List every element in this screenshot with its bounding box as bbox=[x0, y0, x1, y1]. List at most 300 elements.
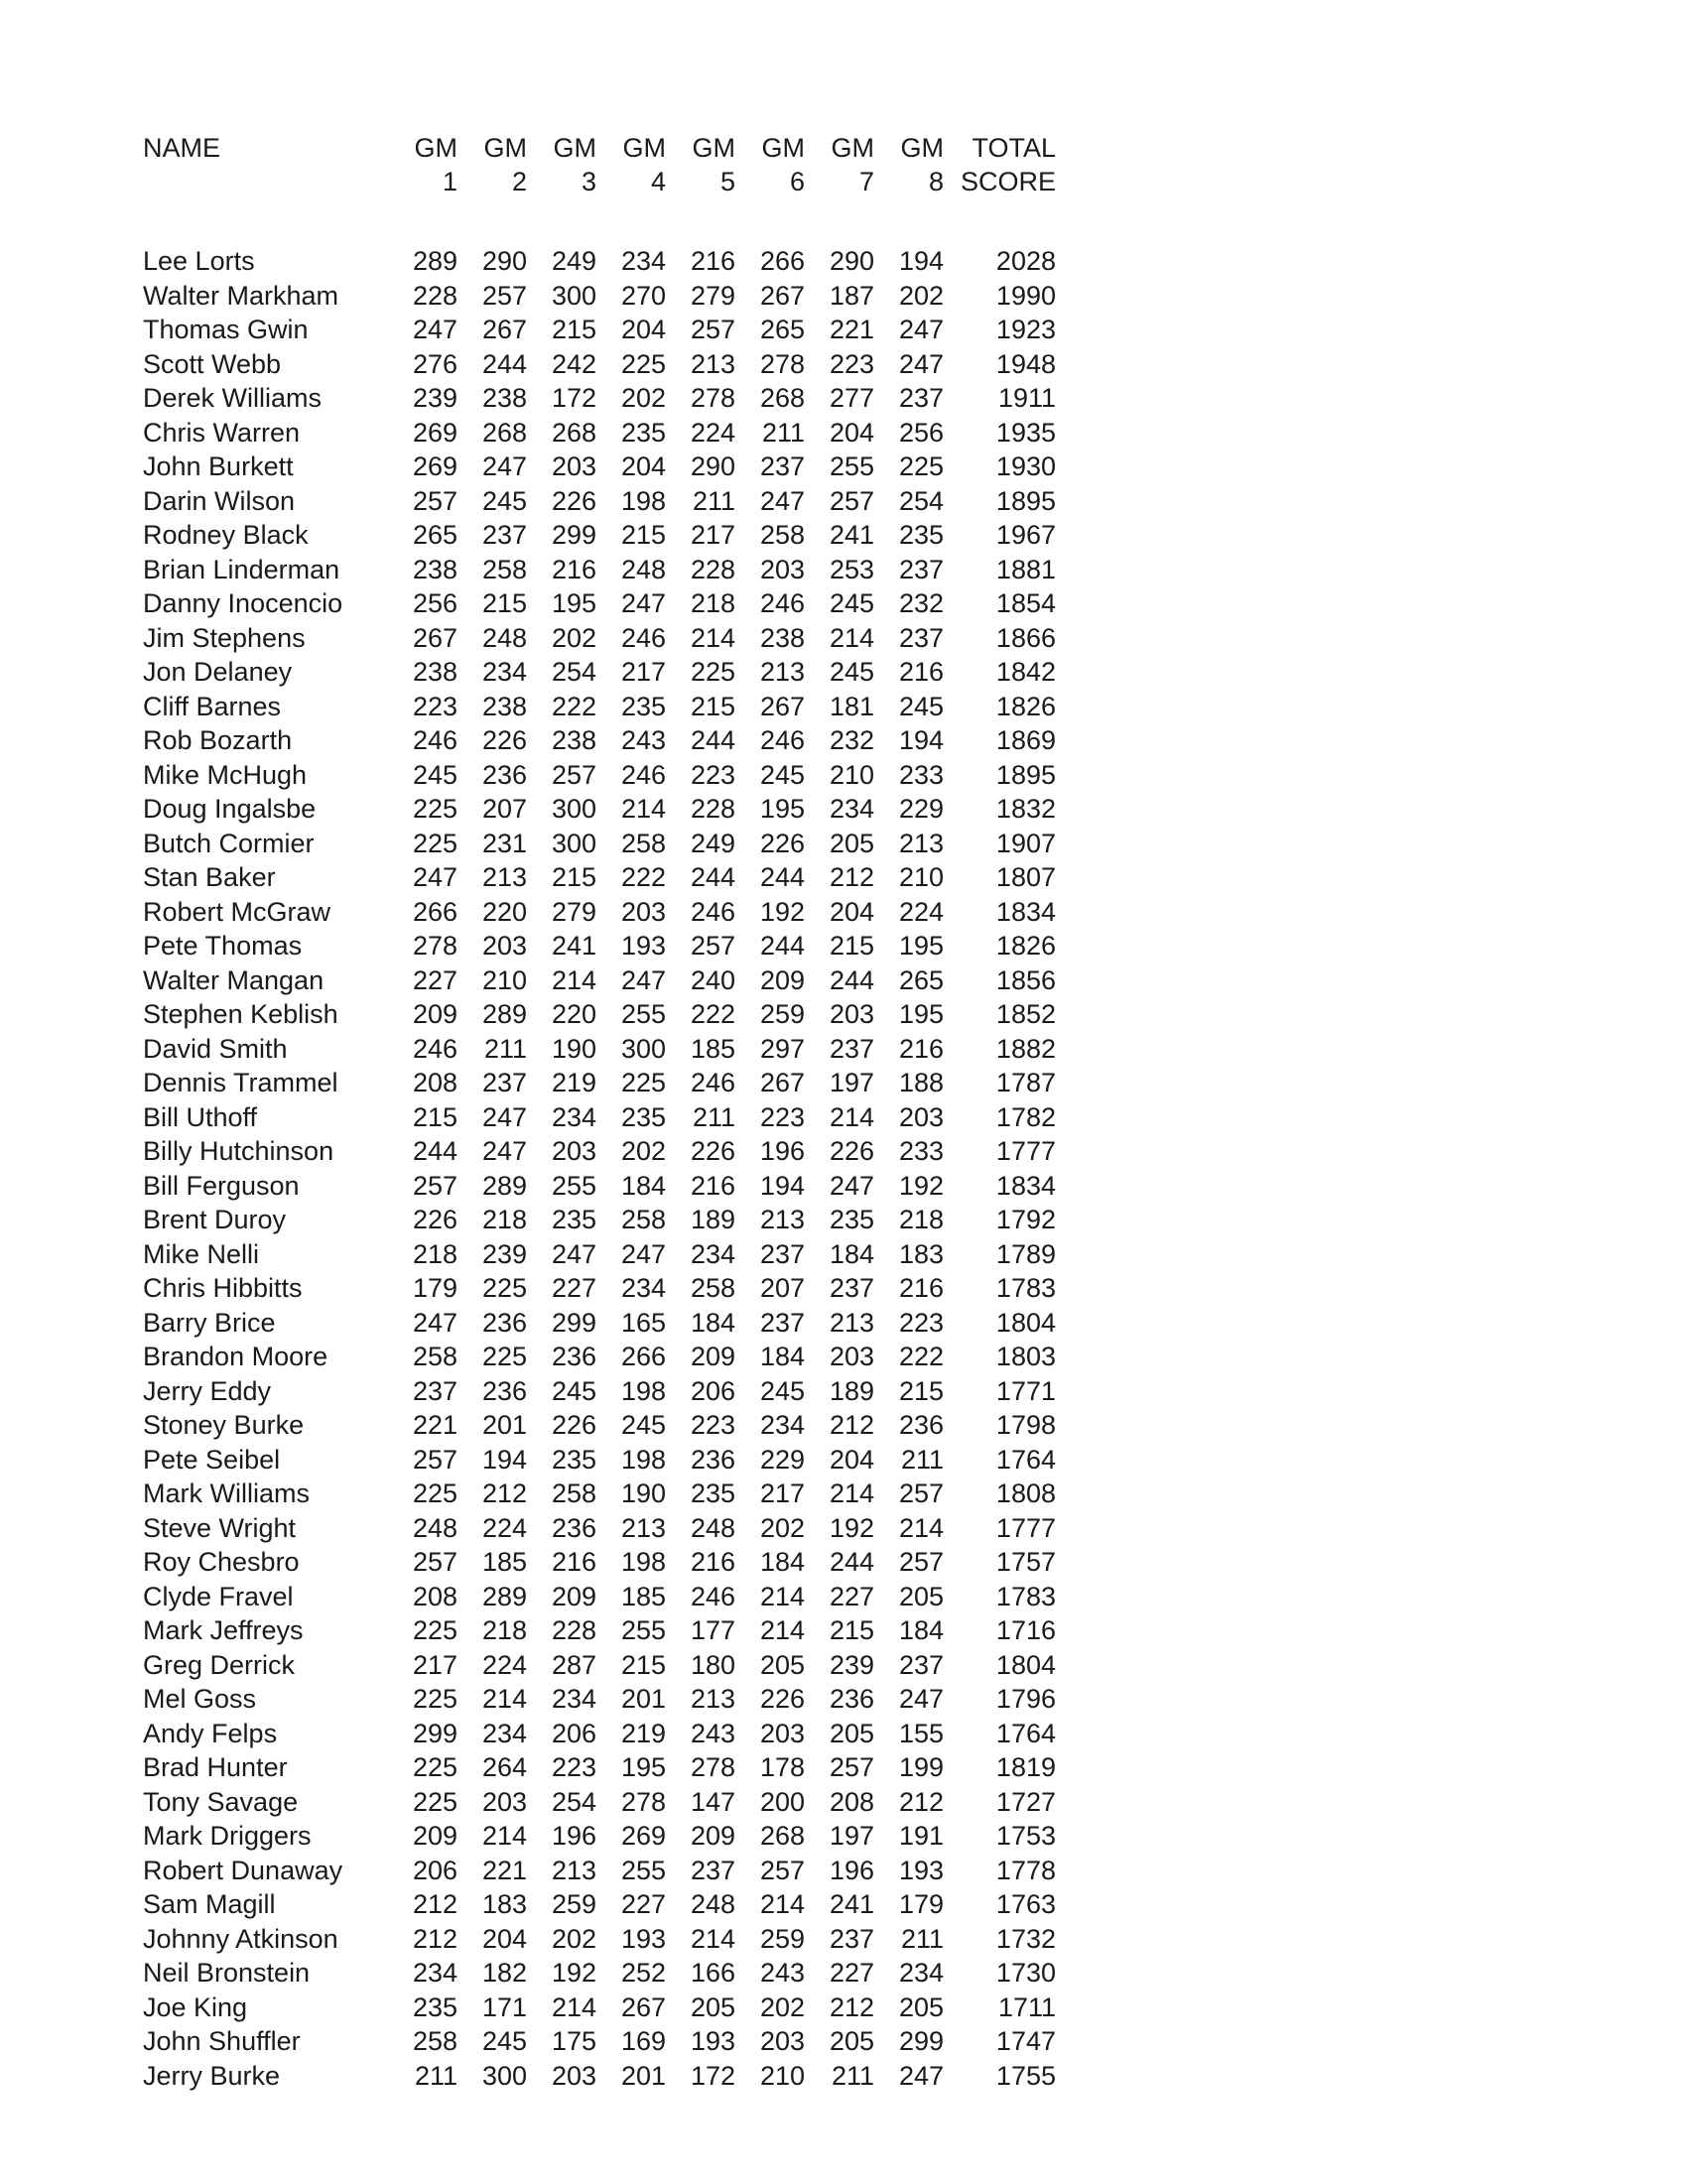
game-8-score: 195 bbox=[898, 931, 944, 961]
game-5-score: 244 bbox=[690, 725, 735, 755]
table-row bbox=[143, 1819, 1056, 1854]
bowler-name: Mel Goss bbox=[143, 1684, 257, 1714]
game-7-score: 245 bbox=[829, 588, 874, 618]
total-score: 1764 bbox=[995, 1444, 1056, 1475]
game-3-header: GM bbox=[553, 133, 596, 163]
game-5-score: 258 bbox=[690, 1273, 735, 1303]
game-3-score: 247 bbox=[551, 1238, 596, 1269]
total-score: 1935 bbox=[995, 417, 1056, 448]
game-1-score: 225 bbox=[412, 1684, 457, 1714]
game-2-score: 214 bbox=[481, 1684, 527, 1714]
bowler-name: Steve Wright bbox=[143, 1512, 297, 1543]
game-1-score: 225 bbox=[412, 1786, 457, 1817]
game-8-score: 192 bbox=[898, 1170, 944, 1201]
game-8-score: 184 bbox=[898, 1615, 944, 1645]
scores-table bbox=[143, 131, 1056, 2093]
game-6-score: 237 bbox=[759, 451, 805, 481]
table-row bbox=[143, 792, 1056, 827]
game-1-score: 276 bbox=[412, 348, 457, 379]
game-6-number: 6 bbox=[789, 167, 805, 196]
game-5-score: 278 bbox=[690, 1752, 735, 1782]
game-4-score: 204 bbox=[620, 451, 666, 481]
game-2-score: 183 bbox=[481, 1889, 527, 1919]
game-1-score: 218 bbox=[412, 1238, 457, 1269]
game-7-score: 205 bbox=[829, 1718, 874, 1748]
game-5-number: 5 bbox=[719, 167, 735, 196]
game-8-score: 194 bbox=[898, 725, 944, 755]
game-4-score: 246 bbox=[620, 759, 666, 790]
game-1-score: 246 bbox=[412, 1033, 457, 1064]
game-7-score: 205 bbox=[829, 2026, 874, 2056]
game-2-score: 194 bbox=[481, 1444, 527, 1475]
game-7-score: 255 bbox=[829, 451, 874, 481]
game-6-score: 259 bbox=[759, 1923, 805, 1954]
bowler-name: Mark Driggers bbox=[143, 1821, 312, 1851]
game-4-score: 198 bbox=[620, 1375, 666, 1406]
game-1-header: GM bbox=[414, 133, 457, 163]
game-3-score: 226 bbox=[551, 1410, 596, 1440]
game-3-score: 255 bbox=[551, 1170, 596, 1201]
game-2-number: 2 bbox=[511, 167, 527, 196]
game-7-score: 184 bbox=[829, 1238, 874, 1269]
game-5-score: 249 bbox=[690, 828, 735, 858]
game-4-score: 258 bbox=[620, 1205, 666, 1234]
game-8-score: 202 bbox=[898, 280, 944, 311]
game-8-score: 247 bbox=[898, 315, 944, 344]
table-row bbox=[143, 1374, 1056, 1409]
game-1-score: 269 bbox=[412, 451, 457, 481]
game-7-score: 244 bbox=[829, 964, 874, 995]
game-7-score: 204 bbox=[829, 896, 874, 927]
table-row bbox=[143, 1991, 1056, 2025]
table-row bbox=[143, 1682, 1056, 1717]
table-row bbox=[143, 827, 1056, 861]
bowler-name: Thomas Gwin bbox=[143, 315, 309, 344]
game-4-score: 215 bbox=[620, 1649, 666, 1680]
game-1-score: 248 bbox=[412, 1512, 457, 1543]
game-5-score: 278 bbox=[690, 383, 735, 413]
game-1-score: 266 bbox=[412, 896, 457, 927]
game-4-score: 235 bbox=[620, 1101, 666, 1132]
game-2-score: 289 bbox=[481, 1170, 527, 1201]
game-4-score: 235 bbox=[620, 691, 666, 721]
table-row bbox=[143, 1785, 1056, 1820]
table-row bbox=[143, 586, 1056, 621]
table-row bbox=[143, 1477, 1056, 1511]
game-4-score: 234 bbox=[620, 246, 666, 276]
game-6-score: 205 bbox=[759, 1649, 805, 1680]
game-5-score: 214 bbox=[690, 622, 735, 653]
game-2-score: 225 bbox=[481, 1342, 527, 1371]
total-score: 1753 bbox=[995, 1821, 1056, 1851]
total-score: 1804 bbox=[995, 1649, 1056, 1680]
table-row bbox=[143, 1169, 1056, 1204]
game-7-score: 212 bbox=[829, 1410, 874, 1440]
game-6-score: 257 bbox=[759, 1855, 805, 1885]
game-2-score: 224 bbox=[481, 1649, 527, 1680]
game-6-score: 267 bbox=[759, 280, 805, 311]
game-7-score: 257 bbox=[829, 485, 874, 516]
game-5-score: 240 bbox=[690, 964, 735, 995]
table-row bbox=[143, 860, 1056, 895]
game-1-score: 244 bbox=[412, 1136, 457, 1166]
game-6-score: 238 bbox=[759, 622, 805, 653]
game-1-number: 1 bbox=[442, 167, 457, 196]
game-3-score: 228 bbox=[551, 1615, 596, 1645]
game-6-score: 217 bbox=[759, 1478, 805, 1508]
game-6-score: 243 bbox=[759, 1958, 805, 1988]
game-7-score: 214 bbox=[829, 1478, 874, 1508]
bowler-name: Walter Markham bbox=[143, 280, 339, 311]
game-1-score: 267 bbox=[412, 622, 457, 653]
game-8-score: 215 bbox=[898, 1375, 944, 1406]
game-8-score: 193 bbox=[898, 1855, 944, 1885]
game-6-score: 244 bbox=[759, 862, 805, 892]
game-1-score: 278 bbox=[412, 931, 457, 961]
game-4-score: 234 bbox=[620, 1273, 666, 1303]
total-score: 1832 bbox=[995, 794, 1056, 824]
bowler-name: Derek Williams bbox=[143, 383, 323, 413]
table-row bbox=[143, 1340, 1056, 1374]
game-8-score: 194 bbox=[898, 246, 944, 276]
game-5-score: 193 bbox=[690, 2026, 735, 2056]
game-2-score: 247 bbox=[481, 1136, 527, 1166]
game-6-score: 297 bbox=[759, 1033, 805, 1064]
game-1-score: 247 bbox=[412, 315, 457, 344]
game-1-score: 238 bbox=[412, 657, 457, 687]
game-7-score: 214 bbox=[829, 1101, 874, 1132]
total-score: 1930 bbox=[995, 451, 1056, 481]
game-2-score: 204 bbox=[481, 1923, 527, 1954]
game-7-score: 208 bbox=[829, 1786, 874, 1817]
game-7-score: 244 bbox=[829, 1547, 874, 1577]
game-3-score: 238 bbox=[551, 725, 596, 755]
game-2-score: 171 bbox=[481, 1991, 527, 2022]
game-4-score: 235 bbox=[620, 417, 666, 448]
game-8-score: 247 bbox=[898, 1684, 944, 1714]
total-score: 1764 bbox=[995, 1718, 1056, 1748]
game-2-score: 210 bbox=[481, 964, 527, 995]
game-4-score: 169 bbox=[620, 2026, 666, 2056]
game-5-score: 246 bbox=[690, 1068, 735, 1097]
game-7-score: 189 bbox=[829, 1375, 874, 1406]
game-2-score: 234 bbox=[481, 1718, 527, 1748]
game-5-score: 166 bbox=[690, 1958, 735, 1988]
game-7-score: 245 bbox=[829, 657, 874, 687]
bowler-name: Mark Jeffreys bbox=[143, 1615, 304, 1645]
total-score: 1730 bbox=[995, 1958, 1056, 1988]
game-5-score: 185 bbox=[690, 1033, 735, 1064]
game-5-score: 215 bbox=[690, 691, 735, 721]
game-4-score: 267 bbox=[620, 1991, 666, 2022]
game-6-score: 223 bbox=[759, 1101, 805, 1132]
bowler-name: Andy Felps bbox=[143, 1718, 278, 1748]
table-row bbox=[143, 484, 1056, 519]
game-3-score: 236 bbox=[551, 1512, 596, 1543]
game-5-score: 209 bbox=[690, 1821, 735, 1851]
game-6-score: 213 bbox=[759, 657, 805, 687]
game-2-score: 218 bbox=[481, 1615, 527, 1645]
game-2-score: 264 bbox=[481, 1752, 527, 1782]
game-5-score: 244 bbox=[690, 862, 735, 892]
game-5-score: 177 bbox=[690, 1615, 735, 1645]
game-8-score: 247 bbox=[898, 2060, 944, 2091]
game-3-score: 235 bbox=[551, 1205, 596, 1234]
game-5-score: 225 bbox=[690, 657, 735, 687]
game-3-score: 209 bbox=[551, 1581, 596, 1611]
game-4-score: 217 bbox=[620, 657, 666, 687]
game-4-score: 255 bbox=[620, 999, 666, 1029]
game-4-score: 247 bbox=[620, 1238, 666, 1269]
game-5-score: 213 bbox=[690, 1684, 735, 1714]
total-score: 1923 bbox=[995, 315, 1056, 344]
table-row bbox=[143, 553, 1056, 587]
game-8-score: 195 bbox=[898, 999, 944, 1029]
bowler-name: Bill Ferguson bbox=[143, 1170, 300, 1201]
game-3-score: 223 bbox=[551, 1752, 596, 1782]
name-header-blank bbox=[143, 165, 388, 198]
bowler-name: Brent Duroy bbox=[143, 1205, 287, 1234]
game-4-score: 203 bbox=[620, 896, 666, 927]
total-score: 1990 bbox=[995, 280, 1056, 311]
game-7-score: 212 bbox=[829, 1991, 874, 2022]
game-5-score: 243 bbox=[690, 1718, 735, 1748]
game-4-score: 258 bbox=[620, 828, 666, 858]
game-4-score: 227 bbox=[620, 1889, 666, 1919]
game-4-score: 278 bbox=[620, 1786, 666, 1817]
game-8-score: 256 bbox=[898, 417, 944, 448]
game-1-score: 247 bbox=[412, 1307, 457, 1338]
table-row bbox=[143, 1066, 1056, 1100]
game-7-score: 215 bbox=[829, 931, 874, 961]
game-7-number: 7 bbox=[858, 167, 874, 196]
game-3-score: 190 bbox=[551, 1033, 596, 1064]
game-3-score: 196 bbox=[551, 1821, 596, 1851]
game-8-score: 237 bbox=[898, 383, 944, 413]
total-score: 1882 bbox=[995, 1033, 1056, 1064]
game-6-score: 202 bbox=[759, 1991, 805, 2022]
game-3-score: 299 bbox=[551, 1307, 596, 1338]
game-2-score: 289 bbox=[481, 999, 527, 1029]
game-3-score: 213 bbox=[551, 1855, 596, 1885]
game-7-score: 204 bbox=[829, 1444, 874, 1475]
game-6-score: 245 bbox=[759, 1375, 805, 1406]
game-4-score: 198 bbox=[620, 485, 666, 516]
bowler-name: Roy Chesbro bbox=[143, 1547, 300, 1577]
game-8-score: 299 bbox=[898, 2026, 944, 2056]
game-3-number: 3 bbox=[581, 167, 596, 196]
total-score: 1808 bbox=[995, 1478, 1056, 1508]
total-score: 1852 bbox=[995, 999, 1056, 1029]
bowler-name: Mike McHugh bbox=[143, 759, 308, 790]
game-2-score: 268 bbox=[481, 417, 527, 448]
game-8-score: 216 bbox=[898, 657, 944, 687]
game-7-score: 237 bbox=[829, 1033, 874, 1064]
bowler-name: Bill Uthoff bbox=[143, 1101, 258, 1132]
game-3-score: 242 bbox=[551, 348, 596, 379]
bowler-name: Doug Ingalsbe bbox=[143, 794, 317, 824]
game-5-score: 257 bbox=[690, 315, 735, 344]
bowler-name: Robert Dunaway bbox=[143, 1855, 343, 1885]
game-1-score: 257 bbox=[412, 485, 457, 516]
game-7-score: 192 bbox=[829, 1512, 874, 1543]
table-row bbox=[143, 2024, 1056, 2059]
game-8-score: 222 bbox=[898, 1342, 944, 1371]
total-score: 1869 bbox=[995, 725, 1056, 755]
total-score: 1782 bbox=[995, 1101, 1056, 1132]
total-score: 1792 bbox=[995, 1205, 1056, 1234]
table-row bbox=[143, 416, 1056, 450]
game-6-score: 203 bbox=[759, 554, 805, 584]
game-5-score: 209 bbox=[690, 1342, 735, 1371]
game-4-score: 195 bbox=[620, 1752, 666, 1782]
game-6-score: 258 bbox=[759, 520, 805, 550]
game-1-score: 226 bbox=[412, 1205, 457, 1234]
game-7-score: 253 bbox=[829, 554, 874, 584]
game-3-score: 172 bbox=[551, 383, 596, 413]
game-3-score: 300 bbox=[551, 794, 596, 824]
game-8-score: 236 bbox=[898, 1410, 944, 1440]
game-2-score: 300 bbox=[481, 2060, 527, 2091]
game-5-score: 228 bbox=[690, 554, 735, 584]
game-3-score: 245 bbox=[551, 1375, 596, 1406]
game-4-score: 300 bbox=[620, 1033, 666, 1064]
game-3-score: 226 bbox=[551, 485, 596, 516]
game-3-score: 219 bbox=[551, 1068, 596, 1097]
game-3-score: 300 bbox=[551, 828, 596, 858]
table-row bbox=[143, 1648, 1056, 1683]
game-5-score: 180 bbox=[690, 1649, 735, 1680]
game-2-score: 221 bbox=[481, 1855, 527, 1885]
game-8-score: 216 bbox=[898, 1273, 944, 1303]
total-score: 1716 bbox=[995, 1615, 1056, 1645]
bowler-name: Danny Inocencio bbox=[143, 588, 343, 618]
bowler-name: Brian Linderman bbox=[143, 554, 340, 584]
game-2-score: 236 bbox=[481, 1307, 527, 1338]
game-3-score: 202 bbox=[551, 1923, 596, 1954]
table-row bbox=[143, 1545, 1056, 1580]
game-7-score: 181 bbox=[829, 691, 874, 721]
game-7-score: 277 bbox=[829, 383, 874, 413]
game-2-header: GM bbox=[483, 133, 527, 163]
game-7-score: 214 bbox=[829, 622, 874, 653]
game-3-score: 202 bbox=[551, 622, 596, 653]
total-score: 1804 bbox=[995, 1307, 1056, 1338]
table-header bbox=[143, 131, 1056, 244]
game-6-score: 246 bbox=[759, 725, 805, 755]
bowler-name: Butch Cormier bbox=[143, 828, 315, 858]
game-2-score: 214 bbox=[481, 1821, 527, 1851]
game-8-score: 229 bbox=[898, 794, 944, 824]
bowler-name: Walter Mangan bbox=[143, 964, 325, 995]
table-row bbox=[143, 518, 1056, 553]
game-3-score: 215 bbox=[551, 315, 596, 344]
total-score: 1771 bbox=[995, 1375, 1056, 1406]
total-score: 1783 bbox=[995, 1581, 1056, 1611]
game-1-score: 299 bbox=[412, 1718, 457, 1748]
game-2-score: 213 bbox=[481, 862, 527, 892]
table-row bbox=[143, 758, 1056, 793]
game-1-score: 247 bbox=[412, 862, 457, 892]
bowler-name: Dennis Trammel bbox=[143, 1068, 338, 1097]
game-4-score: 201 bbox=[620, 2060, 666, 2091]
game-6-score: 267 bbox=[759, 1068, 805, 1097]
total-score: 1881 bbox=[995, 554, 1056, 584]
game-4-score: 225 bbox=[620, 1068, 666, 1097]
game-1-score: 225 bbox=[412, 1478, 457, 1508]
game-1-score: 212 bbox=[412, 1923, 457, 1954]
game-7-score: 241 bbox=[829, 520, 874, 550]
game-1-score: 223 bbox=[412, 691, 457, 721]
game-8-score: 210 bbox=[898, 862, 944, 892]
total-score: 1948 bbox=[995, 348, 1056, 379]
game-8-number: 8 bbox=[928, 167, 944, 196]
table-row bbox=[143, 655, 1056, 690]
game-7-score: 205 bbox=[829, 828, 874, 858]
game-6-score: 247 bbox=[759, 485, 805, 516]
game-4-header: GM bbox=[622, 133, 666, 163]
game-2-score: 207 bbox=[481, 794, 527, 824]
total-score: 2028 bbox=[995, 246, 1056, 276]
game-8-score: 247 bbox=[898, 348, 944, 379]
game-8-score: 205 bbox=[898, 1581, 944, 1611]
game-3-score: 203 bbox=[551, 451, 596, 481]
table-row bbox=[143, 1750, 1056, 1785]
bowler-name: Pete Seibel bbox=[143, 1444, 281, 1475]
total-score: 1796 bbox=[995, 1684, 1056, 1714]
game-6-score: 207 bbox=[759, 1273, 805, 1303]
game-1-score: 206 bbox=[412, 1855, 457, 1885]
game-6-score: 265 bbox=[759, 315, 805, 344]
game-4-number: 4 bbox=[650, 167, 666, 196]
game-2-score: 225 bbox=[481, 1273, 527, 1303]
game-4-score: 252 bbox=[620, 1958, 666, 1988]
bowler-name: Mike Nelli bbox=[143, 1238, 260, 1269]
game-1-score: 225 bbox=[412, 794, 457, 824]
game-8-score: 225 bbox=[898, 451, 944, 481]
table-body bbox=[143, 244, 1056, 2093]
table-row bbox=[143, 895, 1056, 930]
game-8-score: 211 bbox=[900, 1444, 944, 1475]
game-6-score: 214 bbox=[759, 1889, 805, 1919]
bowler-name: Rob Bozarth bbox=[143, 725, 293, 755]
game-4-score: 202 bbox=[620, 1136, 666, 1166]
game-8-score: 234 bbox=[898, 1958, 944, 1988]
total-score-subheader: SCORE bbox=[960, 167, 1056, 196]
game-1-score: 257 bbox=[412, 1444, 457, 1475]
game-3-score: 287 bbox=[551, 1649, 596, 1680]
table-row bbox=[143, 1580, 1056, 1614]
game-5-score: 172 bbox=[690, 2060, 735, 2091]
game-1-score: 246 bbox=[412, 725, 457, 755]
game-5-score: 216 bbox=[690, 1547, 735, 1577]
game-4-score: 198 bbox=[620, 1444, 666, 1475]
game-3-score: 268 bbox=[551, 417, 596, 448]
game-8-score: 216 bbox=[898, 1033, 944, 1064]
bowler-name: Stephen Keblish bbox=[143, 999, 338, 1029]
game-6-score: 234 bbox=[759, 1410, 805, 1440]
game-8-score: 183 bbox=[898, 1238, 944, 1269]
game-3-score: 257 bbox=[551, 759, 596, 790]
game-4-score: 247 bbox=[620, 964, 666, 995]
game-2-score: 237 bbox=[481, 520, 527, 550]
game-7-score: 241 bbox=[829, 1889, 874, 1919]
game-6-score: 210 bbox=[759, 2060, 805, 2091]
game-5-score: 246 bbox=[690, 896, 735, 927]
table-row bbox=[143, 997, 1056, 1032]
game-6-score: 211 bbox=[761, 417, 805, 448]
game-3-score: 220 bbox=[551, 999, 596, 1029]
